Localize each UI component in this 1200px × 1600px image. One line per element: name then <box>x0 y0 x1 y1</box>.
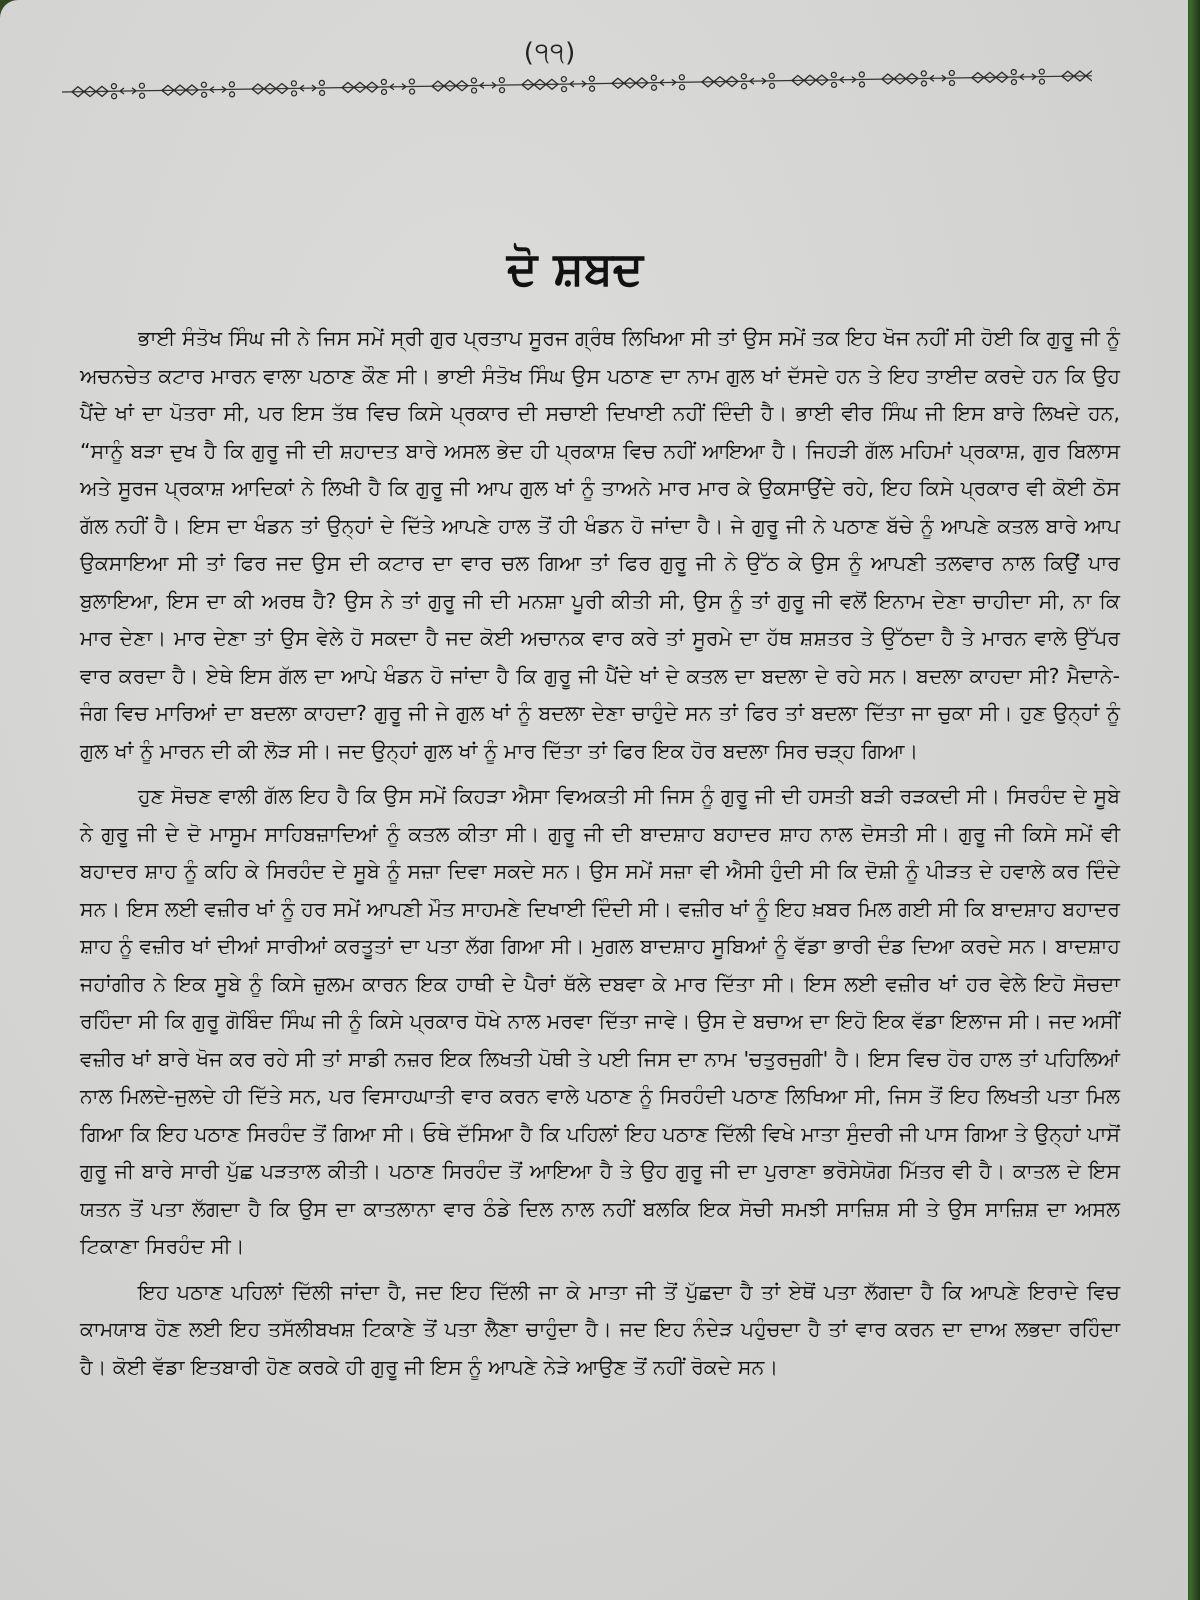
page-number: (੧੧) <box>523 38 577 68</box>
paragraph-1: ਭਾਈ ਸੰਤੋਖ ਸਿੰਘ ਜੀ ਨੇ ਜਿਸ ਸਮੇਂ ਸ੍ਰੀ ਗੁਰ ਪ੍ਰਤਾਪ ਸੂਰਜ ਗ੍ਰੰਥ ਲਿਖਿਆ ਸੀ ਤਾਂ ਉਸ ਸਮੇਂ ਤਕ ਇਹ ਖੋਜ ਨਹੀਂ ਸੀ ਹੋਈ ਕਿ ਗੁਰੂ ਜੀ ਨੂੰ ਅਚਨਚੇਤ ਕਟਾਰ ਮਾਰਨ ਵਾਲਾ ਪਠਾਣ ਕੌਣ ਸੀ। ਭਾਈ ਸੰਤੋਖ ਸਿੰਘ ਉਸ ਪਠਾਣ ਦਾ ਨਾਮ ਗੁਲ ਖਾਂ ਦੱਸਦੇ ਹਨ ਤੇ ਇਹ ਤਾਈਦ ਕਰਦੇ ਹਨ ਕਿ ਉਹ ਪੈਂਦੇ ਖਾਂ ਦਾ ਪੋਤਰਾ ਸੀ, ਪਰ ਇਸ ਤੱਥ ਵਿਚ ਕਿਸੇ ਪ੍ਰਕਾਰ ਦੀ ਸਚਾਈ ਦਿਖਾਈ ਨਹੀਂ ਦਿੰਦੀ ਹੈ। ਭਾਈ ਵੀਰ ਸਿੰਘ ਜੀ ਇਸ ਬਾਰੇ ਲਿਖਦੇ ਹਨ, “ਸਾਨੂੰ ਬੜਾ ਦੁਖ ਹੈ ਕਿ ਗੁਰੂ ਜੀ ਦੀ ਸ਼ਹਾਦਤ ਬਾਰੇ ਅਸਲ ਭੇਦ ਹੀ ਪ੍ਰਕਾਸ਼ ਵਿਚ ਨਹੀਂ ਆਇਆ ਹੈ। ਜਿਹੜੀ ਗੱਲ ਮਹਿਮਾਂ ਪ੍ਰਕਾਸ਼, ਗੁਰ ਬਿਲਾਸ ਅਤੇ ਸੂਰਜ ਪ੍ਰਕਾਸ਼ ਆਦਿਕਾਂ ਨੇ ਲਿਖੀ ਹੈ ਕਿ ਗੁਰੂ ਜੀ ਆਪ ਗੁਲ ਖਾਂ ਨੂੰ ਤਾਅਨੇ ਮਾਰ ਮਾਰ ਕੇ ਉਕਸਾਉਂਦੇ ਰਹੇ, ਇਹ ਕਿਸੇ ਪ੍ਰਕਾਰ ਵੀ ਕੋਈ ਠੋਸ ਗੱਲ ਨਹੀਂ ਹੈ। ਇਸ ਦਾ ਖੰਡਨ ਤਾਂ ਉਨ੍ਹਾਂ ਦੇ ਦਿੱਤੇ ਆਪਣੇ ਹਾਲ ਤੋਂ ਹੀ ਖੰਡਨ ਹੋ ਜਾਂਦਾ ਹੈ। ਜੇ ਗੁਰੂ ਜੀ ਨੇ ਪਠਾਣ ਬੱਚੇ ਨੂੰ ਆਪਣੇ ਕਤਲ ਬਾਰੇ ਆਪ ਉਕਸਾਇਆ ਸੀ ਤਾਂ ਫਿਰ ਜਦ ਉਸ ਦੀ ਕਟਾਰ ਦਾ ਵਾਰ ਚਲ ਗਿਆ ਤਾਂ ਫਿਰ ਗੁਰੂ ਜੀ ਨੇ ਉੱਠ ਕੇ ਉਸ ਨੂੰ ਆਪਣੀ ਤਲਵਾਰ ਨਾਲ ਕਿਉਂ ਪਾਰ ਬੁਲਾਇਆ, ਇਸ ਦਾ ਕੀ ਅਰਥ ਹੈ? ਉਸ ਨੇ ਤਾਂ ਗੁਰੂ ਜੀ ਦੀ ਮਨਸ਼ਾ ਪੂਰੀ ਕੀਤੀ ਸੀ, ਉਸ ਨੂੰ ਤਾਂ ਗੁਰੂ ਜੀ ਵਲੋਂ ਇਨਾਮ ਦੇਣਾ ਚਾਹੀਦਾ ਸੀ, ਨਾ ਕਿ ਮਾਰ ਦੇਣਾ। ਮਾਰ ਦੇਣਾ ਤਾਂ ਉਸ ਵੇਲੇ ਹੋ ਸਕਦਾ ਹੈ ਜਦ ਕੋਈ ਅਚਾਨਕ ਵਾਰ ਕਰੇ ਤਾਂ ਸੂਰਮੇ ਦਾ ਹੱਥ ਸ਼ਸ਼ਤਰ ਤੇ ਉੱਠਦਾ ਹੈ ਤੇ ਮਾਰਨ ਵਾਲੇ ਉੱਪਰ ਵਾਰ ਕਰਦਾ ਹੈ। ਏਥੇ ਇਸ ਗੱਲ ਦਾ ਆਪੇ ਖੰਡਨ ਹੋ ਜਾਂਦਾ ਹੈ ਕਿ ਗੁਰੂ ਜੀ ਪੈਂਦੇ ਖਾਂ ਦੇ ਕਤਲ ਦਾ ਬਦਲਾ ਦੇ ਰਹੇ ਸਨ। ਬਦਲਾ ਕਾਹਦਾ ਸੀ? ਮੈਦਾਨੇ-ਜੰਗ ਵਿਚ ਮਾਰਿਆਂ ਦਾ ਬਦਲਾ ਕਾਹਦਾ? ਗੁਰੂ ਜੀ ਜੇ ਗੁਲ ਖਾਂ ਨੂੰ ਬਦਲਾ ਦੇਣਾ ਚਾਹੁੰਦੇ ਸਨ ਤਾਂ ਫਿਰ ਤਾਂ ਬਦਲਾ ਦਿੱਤਾ ਜਾ ਚੁਕਾ ਸੀ। ਹੁਣ ਉਨ੍ਹਾਂ ਨੂੰ ਗੁਲ ਖਾਂ ਨੂੰ ਮਾਰਨ ਦੀ ਕੀ ਲੋੜ ਸੀ। ਜਦ ਉਨ੍ਹਾਂ ਗੁਲ ਖਾਂ ਨੂੰ ਮਾਰ ਦਿੱਤਾ ਤਾਂ ਫਿਰ ਇਕ ਹੋਰ ਬਦਲਾ ਸਿਰ ਚੜ੍ਹ ਗਿਆ। <box>80 326 1120 763</box>
article-body <box>80 320 1120 1386</box>
paragraph-3: ਇਹ ਪਠਾਣ ਪਹਿਲਾਂ ਦਿੱਲੀ ਜਾਂਦਾ ਹੈ, ਜਦ ਇਹ ਦਿੱਲੀ ਜਾ ਕੇ ਮਾਤਾ ਜੀ ਤੋਂ ਪੁੱਛਦਾ ਹੈ ਤਾਂ ਏਥੋਂ ਪਤਾ ਲੱਗਦਾ ਹੈ ਕਿ ਆਪਣੇ ਇਰਾਦੇ ਵਿਚ ਕਾਮਯਾਬ ਹੋਣ ਲਈ ਇਹ ਤਸੱਲੀਬਖਸ਼ ਟਿਕਾਣੇ ਤੋਂ ਪਤਾ ਲੈਣਾ ਚਾਹੁੰਦਾ ਹੈ। ਜਦ ਇਹ ਨੰਦੇੜ ਪਹੁੰਚਦਾ ਹੈ ਤਾਂ ਵਾਰ ਕਰਨ ਦਾ ਦਾਅ ਲਭਦਾ ਰਹਿੰਦਾ ਹੈ। ਕੋਈ ਵੱਡਾ ਇਤਬਾਰੀ ਹੋਣ ਕਰਕੇ ਹੀ ਗੁਰੂ ਜੀ ਇਸ ਨੂੰ ਆਪਣੇ ਨੇੜੇ ਆਉਣ ਤੋਂ ਨਹੀਂ ਰੋਕਦੇ ਸਨ। <box>80 1279 1120 1379</box>
paragraph-2: ਹੁਣ ਸੋਚਣ ਵਾਲੀ ਗੱਲ ਇਹ ਹੈ ਕਿ ਉਸ ਸਮੇਂ ਕਿਹੜਾ ਐਸਾ ਵਿਅਕਤੀ ਸੀ ਜਿਸ ਨੂੰ ਗੁਰੂ ਜੀ ਦੀ ਹਸਤੀ ਬੜੀ ਰੜਕਦੀ ਸੀ। ਸਿਰਹੰਦ ਦੇ ਸੂਬੇ ਨੇ ਗੁਰੂ ਜੀ ਦੇ ਦੋ ਮਾਸੂਮ ਸਾਹਿਬਜ਼ਾਦਿਆਂ ਨੂੰ ਕਤਲ ਕੀਤਾ ਸੀ। ਗੁਰੂ ਜੀ ਦੀ ਬਾਦਸ਼ਾਹ ਬਹਾਦਰ ਸ਼ਾਹ ਨਾਲ ਦੋਸਤੀ ਸੀ। ਗੁਰੂ ਜੀ ਕਿਸੇ ਸਮੇਂ ਵੀ ਬਹਾਦਰ ਸ਼ਾਹ ਨੂੰ ਕਹਿ ਕੇ ਸਿਰਹੰਦ ਦੇ ਸੂਬੇ ਨੂੰ ਸਜ਼ਾ ਦਿਵਾ ਸਕਦੇ ਸਨ। ਉਸ ਸਮੇਂ ਸਜ਼ਾ ਵੀ ਐਸੀ ਹੁੰਦੀ ਸੀ ਕਿ ਦੋਸ਼ੀ ਨੂੰ ਪੀੜਤ ਦੇ ਹਵਾਲੇ ਕਰ ਦਿੰਦੇ ਸਨ। ਇਸ ਲਈ ਵਜ਼ੀਰ ਖਾਂ ਨੂੰ ਹਰ ਸਮੇਂ ਆਪਣੀ ਮੌਤ ਸਾਹਮਣੇ ਦਿਖਾਈ ਦਿੰਦੀ ਸੀ। ਵਜ਼ੀਰ ਖਾਂ ਨੂੰ ਇਹ ਖ਼ਬਰ ਮਿਲ ਗਈ ਸੀ ਕਿ ਬਾਦਸ਼ਾਹ ਬਹਾਦਰ ਸ਼ਾਹ ਨੂੰ ਵਜ਼ੀਰ ਖਾਂ ਦੀਆਂ ਸਾਰੀਆਂ ਕਰਤੂਤਾਂ ਦਾ ਪਤਾ ਲੱਗ ਗਿਆ ਸੀ। ਮੁਗਲ ਬਾਦਸ਼ਾਹ ਸੂਬਿਆਂ ਨੂੰ ਵੱਡਾ ਭਾਰੀ ਦੰਡ ਦਿਆ ਕਰਦੇ ਸਨ। ਬਾਦਸ਼ਾਹ ਜਹਾਂਗੀਰ ਨੇ ਇਕ ਸੂਬੇ ਨੂੰ ਕਿਸੇ ਜ਼ੁਲਮ ਕਾਰਨ ਇਕ ਹਾਥੀ ਦੇ ਪੈਰਾਂ ਥੱਲੇ ਦਬਵਾ ਕੇ ਮਾਰ ਦਿੱਤਾ ਸੀ। ਇਸ ਲਈ ਵਜ਼ੀਰ ਖਾਂ ਹਰ ਵੇਲੇ ਇਹੋ ਸੋਚਦਾ ਰਹਿੰਦਾ ਸੀ ਕਿ ਗੁਰੂ ਗੋਬਿੰਦ ਸਿੰਘ ਜੀ ਨੂੰ ਕਿਸੇ ਪ੍ਰਕਾਰ ਧੋਖੇ ਨਾਲ ਮਰਵਾ ਦਿੱਤਾ ਜਾਵੇ। ਉਸ ਦੇ ਬਚਾਅ ਦਾ ਇਹੋ ਇਕ ਵੱਡਾ ਇਲਾਜ ਸੀ। ਜਦ ਅਸੀਂ ਵਜ਼ੀਰ ਖਾਂ ਬਾਰੇ ਖੋਜ ਕਰ ਰਹੇ ਸੀ ਤਾਂ ਸਾਡੀ ਨਜ਼ਰ ਇਕ ਲਿਖਤੀ ਪੋਥੀ ਤੇ ਪਈ ਜਿਸ ਦਾ ਨਾਮ 'ਚਤੁਰਜੁਗੀ' ਹੈ। ਇਸ ਵਿਚ ਹੋਰ ਹਾਲ ਤਾਂ ਪਹਿਲਿਆਂ ਨਾਲ ਮਿਲਦੇ-ਜੁਲਦੇ ਹੀ ਦਿੱਤੇ ਸਨ, ਪਰ ਵਿਸਾਹਘਾਤੀ ਵਾਰ ਕਰਨ ਵਾਲੇ ਪਠਾਣ ਨੂੰ ਸਿਰਹੰਦੀ ਪਠਾਣ ਲਿਖਿਆ ਸੀ, ਜਿਸ ਤੋਂ ਇਹ ਲਿਖਤੀ ਪਤਾ ਮਿਲ ਗਿਆ ਕਿ ਇਹ ਪਠਾਣ ਸਿਰਹੰਦ ਤੋਂ ਗਿਆ ਸੀ। ਓਥੇ ਦੱਸਿਆ ਹੈ ਕਿ ਪਹਿਲਾਂ ਇਹ ਪਠਾਣ ਦਿੱਲੀ ਵਿਖੇ ਮਾਤਾ ਸੁੰਦਰੀ ਜੀ ਪਾਸ ਗਿਆ ਤੇ ਉਨ੍ਹਾਂ ਪਾਸੋਂ ਗੁਰੂ ਜੀ ਬਾਰੇ ਸਾਰੀ ਪੁੱਛ ਪੜਤਾਲ ਕੀਤੀ। ਪਠਾਣ ਸਿਰਹੰਦ ਤੋਂ ਆਇਆ ਹੈ ਤੇ ਉਹ ਗੁਰੂ ਜੀ ਦਾ ਪੁਰਾਣਾ ਭਰੋਸੇਯੋਗ ਮਿੱਤਰ ਵੀ ਹੈ। ਕਾਤਲ ਦੇ ਇਸ ਯਤਨ ਤੋਂ ਪਤਾ ਲੱਗਦਾ ਹੈ ਕਿ ਉਸ ਦਾ ਕਾਤਲਾਨਾ ਵਾਰ ਠੰਡੇ ਦਿਲ ਨਾਲ ਨਹੀਂ ਬਲਕਿ ਇਕ ਸੋਚੀ ਸਮਝੀ ਸਾਜ਼ਿਸ਼ ਸੀ ਤੇ ਉਸ ਸਾਜ਼ਿਸ਼ ਦਾ ਅਸਲ ਟਿਕਾਣਾ ਸਿਰਹੰਦ ਸੀ। <box>80 784 1120 1258</box>
page-title: ਦੋ ਸ਼ਬਦ <box>506 240 644 295</box>
